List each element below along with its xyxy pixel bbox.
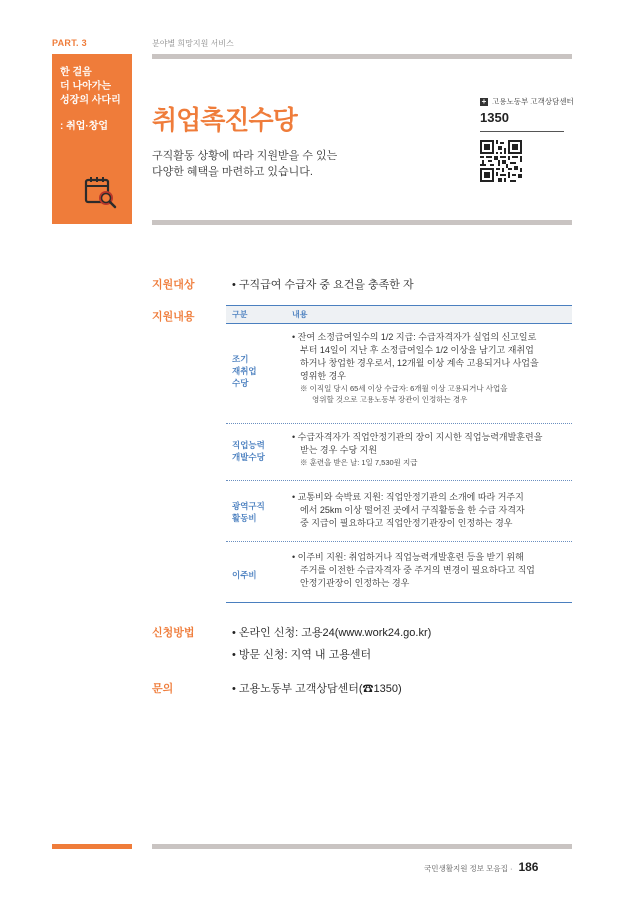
footer-text: 국민생활지원 정보 모음집 · (424, 864, 513, 873)
mid-divider (152, 220, 572, 225)
table-row-content: • 교통비와 숙박료 지원: 직업안정기관의 소개에 따라 거주지 에서 25km 이상 떨어진 곳에서 구직활동을 한 수급 자격자 중 지급이 필요하다고 직업안정기관장이 인정하는 경우 (292, 492, 525, 528)
qr-code-icon[interactable] (480, 140, 522, 182)
chapter-line: 한 걸음 (60, 67, 92, 78)
page-description (152, 148, 337, 180)
table-row-category: 조기 재취업 수당 (232, 354, 257, 388)
table-row-content: • 수급자격자가 직업안정기관의 장이 지시한 직업능력개발훈련을 받는 경우 수당 지원 ※ 훈련을 받은 날: 1일 7,530원 지급 (292, 432, 543, 467)
table-row-category: 광역구직 활동비 (232, 501, 265, 523)
page-title: 취업촉진수당 (152, 105, 297, 135)
page-footer (424, 860, 538, 874)
row-divider (226, 541, 572, 542)
hotline-label (480, 96, 574, 107)
section-title: 분야별 희망지원 서비스 (152, 39, 234, 48)
description-line: 다양한 혜택을 마련하고 있습니다. (152, 166, 313, 178)
hotline-divider (480, 131, 564, 132)
support-content-label: 지원내용 (152, 311, 195, 323)
chapter-line: 더 나아가는 (60, 81, 112, 92)
description-line: 구직활동 상황에 따라 지원받을 수 있는 (152, 150, 338, 162)
table-header (226, 305, 572, 324)
column-header: 내용 (292, 310, 308, 319)
page-number: 186 (518, 860, 539, 874)
chapter-box (52, 54, 132, 224)
support-target-label: 지원대상 (152, 279, 195, 291)
table-row-content: • 잔여 소정급여일수의 1/2 지급: 수급자격자가 실업의 신고일로 부터 14일이 지난 후 소정급여일수 1/2 이상을 남기고 재취업 하거나 창업한 경우로서, 12개월 이상 계속 고용되거나 사업을 영위한 경우 ※ 이직일 당시 65세 이상 수급자: 6개월 이상 고용되거나 사업을 영위할 것으로 고용노동부 장관이 인정하는 경우 (292, 332, 539, 404)
top-divider (152, 54, 572, 59)
table-row-category: 직업능력 개발수당 (232, 440, 265, 462)
plus-icon: + (481, 96, 487, 106)
table-bottom-border (226, 602, 572, 603)
support-target-text: • 구직급여 수급자 중 요건을 충족한 자 (232, 279, 414, 291)
chapter-line: 성장의 사다리 (60, 95, 121, 106)
footer-accent-bar (52, 844, 132, 849)
row-divider (226, 480, 572, 481)
hotline-label-text: 고용노동부 고객상담센터 (492, 97, 574, 106)
apply-online: • 온라인 신청: 고용24(www.work24.go.kr) (232, 627, 432, 639)
table-row-content: • 이주비 지원: 취업하거나 직업능력개발훈련 등을 받기 위해 주거를 이전한 수급자격자 중 주거의 변경이 필요하다고 직업 안정기관장이 인정하는 경우 (292, 552, 535, 588)
inquiry-text: • 고용노동부 고객상담센터(☎1350) (232, 683, 402, 695)
part-label: PART. 3 (52, 38, 87, 48)
inquiry-label: 문의 (152, 683, 174, 695)
row-divider (226, 423, 572, 424)
column-header: 구분 (232, 310, 248, 319)
chapter-line: : 취업·창업 (60, 121, 109, 132)
apply-visit: • 방문 신청: 지역 내 고용센터 (232, 649, 372, 661)
footer-divider (152, 844, 572, 849)
apply-label: 신청방법 (152, 627, 195, 639)
calendar-search-icon (82, 174, 118, 210)
hotline-number: 1350 (480, 110, 509, 125)
table-row-category: 이주비 (232, 570, 257, 580)
